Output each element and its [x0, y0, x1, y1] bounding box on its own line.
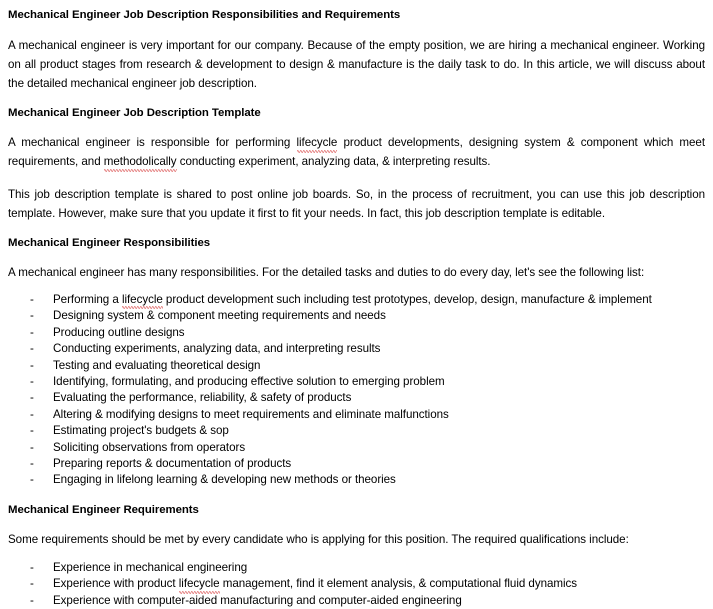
requirements-list [8, 560, 705, 609]
list-item [8, 440, 705, 456]
misspelled-word-lifecycle: lifecycle [179, 576, 220, 592]
spacer [8, 489, 705, 502]
list-item [8, 560, 705, 576]
requirements-paragraph: Some requirements should be met by every candidate who is applying for this position. The required qualifications include: [8, 532, 629, 546]
list-item [8, 593, 705, 609]
list-dash-marker: - [30, 391, 34, 405]
page-title: Mechanical Engineer Job Description Responsibilities and Requirements [8, 9, 401, 21]
list-dash-marker: - [30, 375, 34, 389]
list-dash-marker: - [30, 309, 34, 323]
text-run: conducting experiment, analyzing data, & interpreting results. [176, 155, 491, 168]
list-item [8, 292, 705, 308]
list-item [8, 390, 705, 406]
text-run: Soliciting observations from operators [53, 440, 246, 454]
list-dash-marker: - [30, 577, 34, 591]
list-item [8, 456, 705, 472]
text-run: Evaluating the performance, reliability, & safety of products [53, 391, 352, 405]
text-run: Estimating project's budgets & sop [53, 424, 229, 438]
spacer [8, 251, 705, 263]
text-run: A mechanical engineer is responsible for performing [8, 136, 297, 149]
text-run: Experience with product [53, 577, 179, 591]
list-item [8, 576, 705, 592]
text-run: management, find it element analysis, & computational fluid dynamics [219, 577, 577, 591]
list-item [8, 374, 705, 390]
text-run: Preparing reports & documentation of products [53, 457, 292, 471]
list-dash-marker: - [30, 457, 34, 471]
list-dash-marker: - [30, 593, 34, 607]
list-dash-marker: - [30, 424, 34, 438]
responsibilities-paragraph: A mechanical engineer has many responsibilities. For the detailed tasks and duties to do every day, let's see the following list: [8, 266, 645, 279]
text-run: product developments, designing system & component which meet requirements, and [8, 136, 705, 168]
text-run: Performing a [53, 293, 122, 306]
spacer [8, 282, 705, 292]
heading-responsibilities: Mechanical Engineer Responsibilities [8, 237, 211, 249]
text-run: Conducting experiments, analyzing data, and interpreting results [53, 342, 381, 356]
template-paragraph-1 [8, 133, 705, 171]
heading-template: Mechanical Engineer Job Description Template [8, 107, 261, 119]
text-run: Experience with computer-aided manufacturing and computer-aided engineering [53, 593, 462, 607]
spacer [8, 549, 705, 560]
spacer [8, 171, 705, 185]
list-item [8, 407, 705, 423]
text-run: Altering & modifying designs to meet requirements and eliminate malfunctions [53, 407, 449, 421]
text-run: product development such including test prototypes, develop, design, manufacture & implement [162, 293, 652, 306]
heading-requirements: Mechanical Engineer Requirements [8, 503, 199, 516]
list-item [8, 472, 705, 488]
misspelled-word-lifecycle: lifecycle [297, 133, 338, 152]
list-item [8, 341, 705, 357]
template-paragraph-2: This job description template is shared to post online job boards. So, in the process of recruitment, you can use this job description template. However, make sure that you update it first to fit your needs. In fact, this job description template is editable. [8, 188, 705, 220]
text-run: Producing outline designs [53, 325, 185, 339]
list-item [8, 308, 705, 324]
list-dash-marker: - [30, 407, 34, 421]
list-item [8, 423, 705, 439]
intro-paragraph: A mechanical engineer is very important for our company. Because of the empty position, we are hiring a mechanical engineer. Working on all product stages from research & development to design & manufacture is the daily task to do. In this article, we will discuss about the detailed mechanical engineer job description. [8, 39, 705, 90]
misspelled-word-lifecycle: lifecycle [122, 292, 163, 308]
misspelled-word-methodolically: methodolically [104, 152, 177, 171]
text-run: Designing system & component meeting requirements and needs [53, 309, 386, 323]
list-item [8, 325, 705, 341]
text-run: Testing and evaluating theoretical design [53, 358, 261, 372]
list-dash-marker: - [30, 358, 34, 372]
list-dash-marker: - [30, 293, 34, 306]
spacer [8, 518, 705, 530]
text-run: Experience in mechanical engineering [53, 560, 248, 574]
list-dash-marker: - [30, 342, 34, 356]
list-dash-marker: - [30, 473, 34, 487]
spacer [8, 23, 705, 36]
spacer [8, 93, 705, 105]
spacer [8, 223, 705, 235]
list-dash-marker: - [30, 325, 34, 339]
spacer [8, 121, 705, 133]
responsibilities-list [8, 292, 705, 489]
list-dash-marker: - [30, 560, 34, 574]
text-run: Engaging in lifelong learning & developing new methods or theories [53, 473, 396, 487]
text-run: Identifying, formulating, and producing effective solution to emerging problem [53, 375, 445, 389]
list-dash-marker: - [30, 440, 34, 454]
list-item [8, 358, 705, 374]
